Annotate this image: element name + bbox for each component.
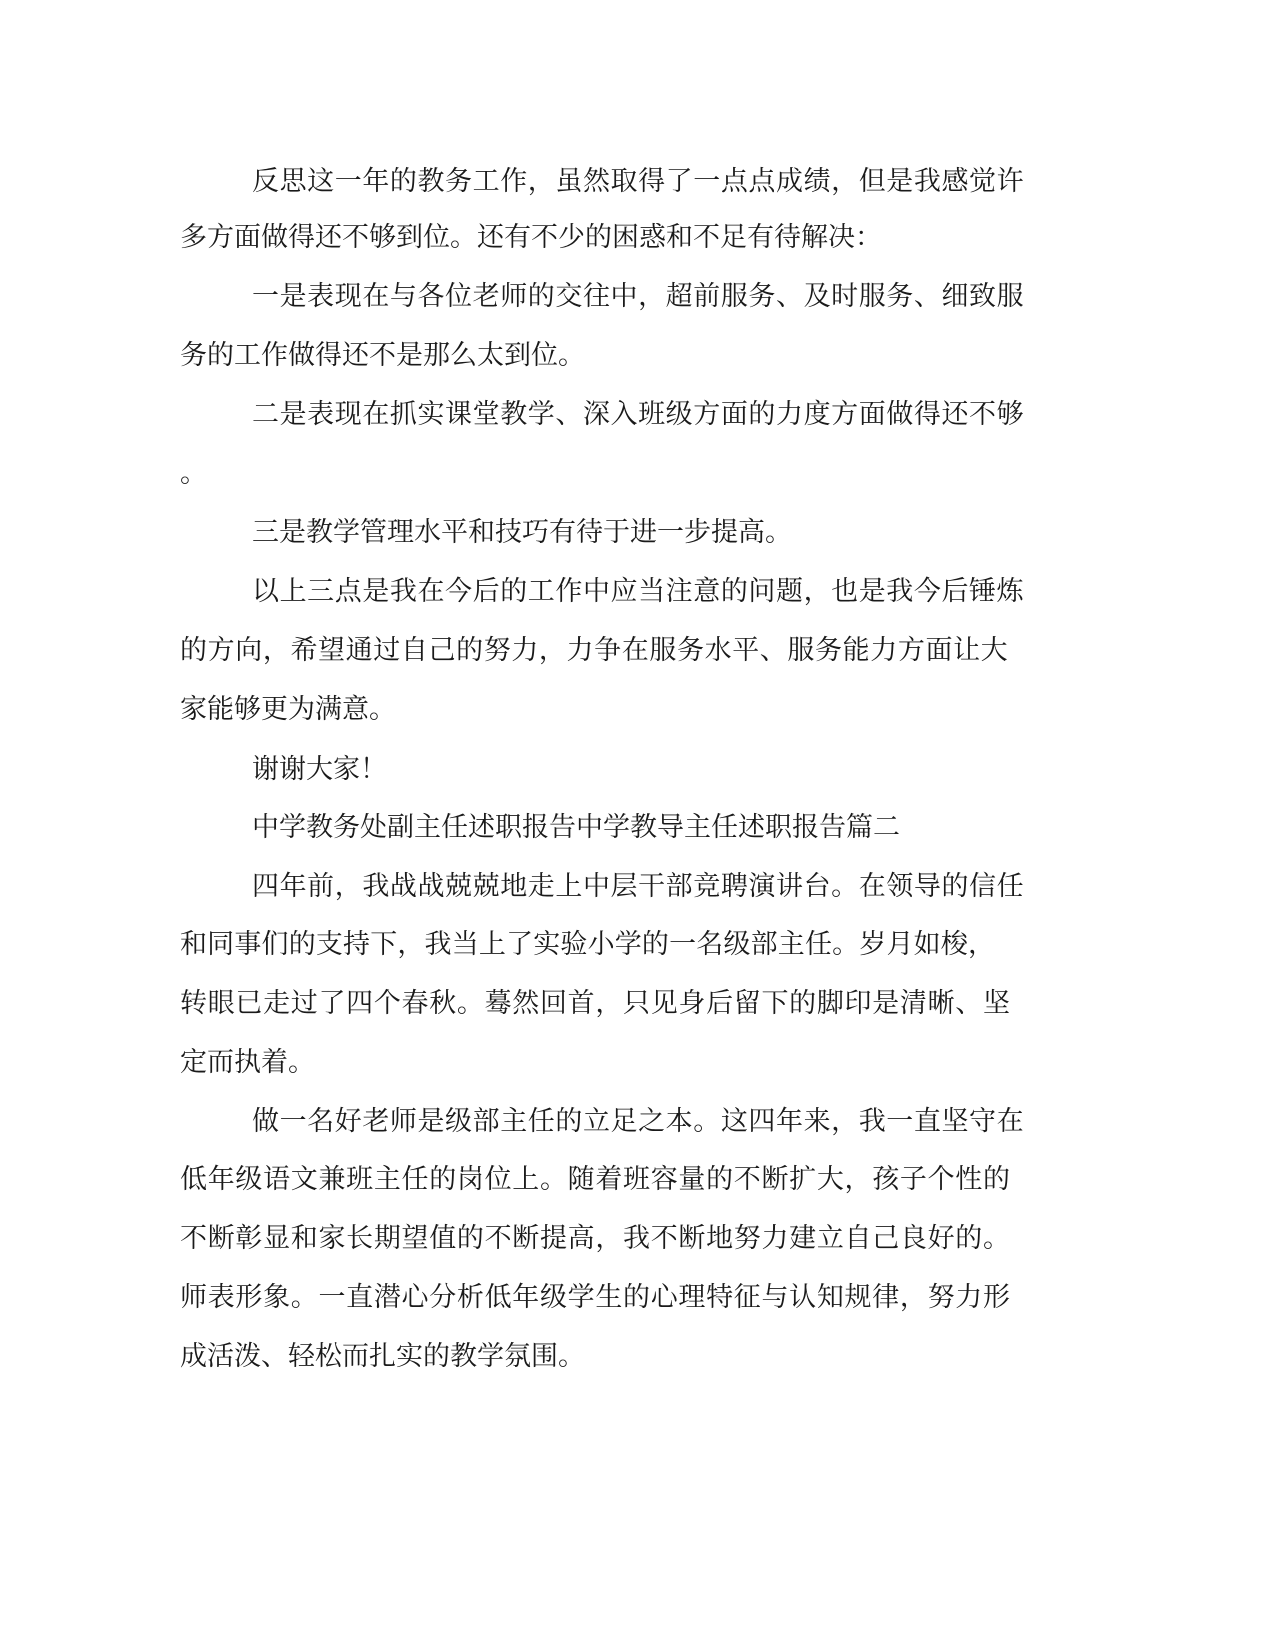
text-line: 以 上 三 点 是 我 在 今 后 的 工 作 中 应 当 注 意 的 问 题 ， 也 是 我 今 后 锤 炼	[252, 576, 1024, 607]
text-line: 一 是 表 现 在 与 各 位 老 师 的 交 往 中 ， 超 前 服 务 、 及 时 服 务 、 细 致 服	[252, 281, 1024, 312]
text-line: 多方面做得还不够到位。还有不少的困惑和不足有待解决：	[180, 222, 882, 253]
text-line: 和 同 事 们 的 支 持 下 ， 我 当 上 了 实 验 小 学 的 一 名 级 部 主 任 。 岁 月 如 梭 ，	[180, 929, 995, 960]
text-line: 定而执着。	[180, 1047, 315, 1078]
text-line: 四 年 前 ， 我 战 战 兢 兢 地 走 上 中 层 干 部 竞 聘 演 讲 台 。 在 领 导 的 信 任	[252, 871, 1024, 902]
text-line: 中学教务处副主任述职报告中学教导主任述职报告篇二	[252, 812, 900, 843]
text-line: 家能够更为满意。	[180, 694, 396, 725]
text-line: 低 年 级 语 文 兼 班 主 任 的 岗 位 上 。 随 着 班 容 量 的 不 断 扩 大 ， 孩 子 个 性 的	[180, 1164, 1010, 1195]
text-line: 的 方 向 ， 希 望 通 过 自 己 的 努 力 ， 力 争 在 服 务 水 平 、 服 务 能 力 方 面 让 大	[180, 635, 1008, 666]
text-line: 二 是 表 现 在 抓 实 课 堂 教 学 、 深 入 班 级 方 面 的 力 度 方 面 做 得 还 不 够	[252, 399, 1024, 430]
text-line: 反 思 这 一 年 的 教 务 工 作 ， 虽 然 取 得 了 一 点 点 成 绩 ， 但 是 我 感 觉 许	[252, 166, 1024, 197]
text-line: 谢谢大家！	[252, 754, 387, 785]
text-line: 做 一 名 好 老 师 是 级 部 主 任 的 立 足 之 本 。 这 四 年 来 ， 我 一 直 坚 守 在	[252, 1106, 1024, 1137]
text-line: 务的工作做得还不是那么太到位。	[180, 340, 585, 371]
text-line: 成活泼、轻松而扎实的教学氛围。	[180, 1341, 585, 1372]
text-line: 转 眼 已 走 过 了 四 个 春 秋 。 蓦 然 回 首 ， 只 见 身 后 留 下 的 脚 印 是 清 晰 、 坚	[180, 988, 1010, 1019]
text-line: 三是教学管理水平和技巧有待于进一步提高。	[252, 517, 792, 548]
text-line: 不 断 彰 显 和 家 长 期 望 值 的 不 断 提 高 ， 我 不 断 地 努 力 建 立 自 己 良 好 的 。	[180, 1223, 1010, 1254]
text-line: 。	[180, 458, 207, 489]
text-line: 师 表 形 象 。 一 直 潜 心 分 析 低 年 级 学 生 的 心 理 特 征 与 认 知 规 律 ， 努 力 形	[180, 1282, 1010, 1313]
